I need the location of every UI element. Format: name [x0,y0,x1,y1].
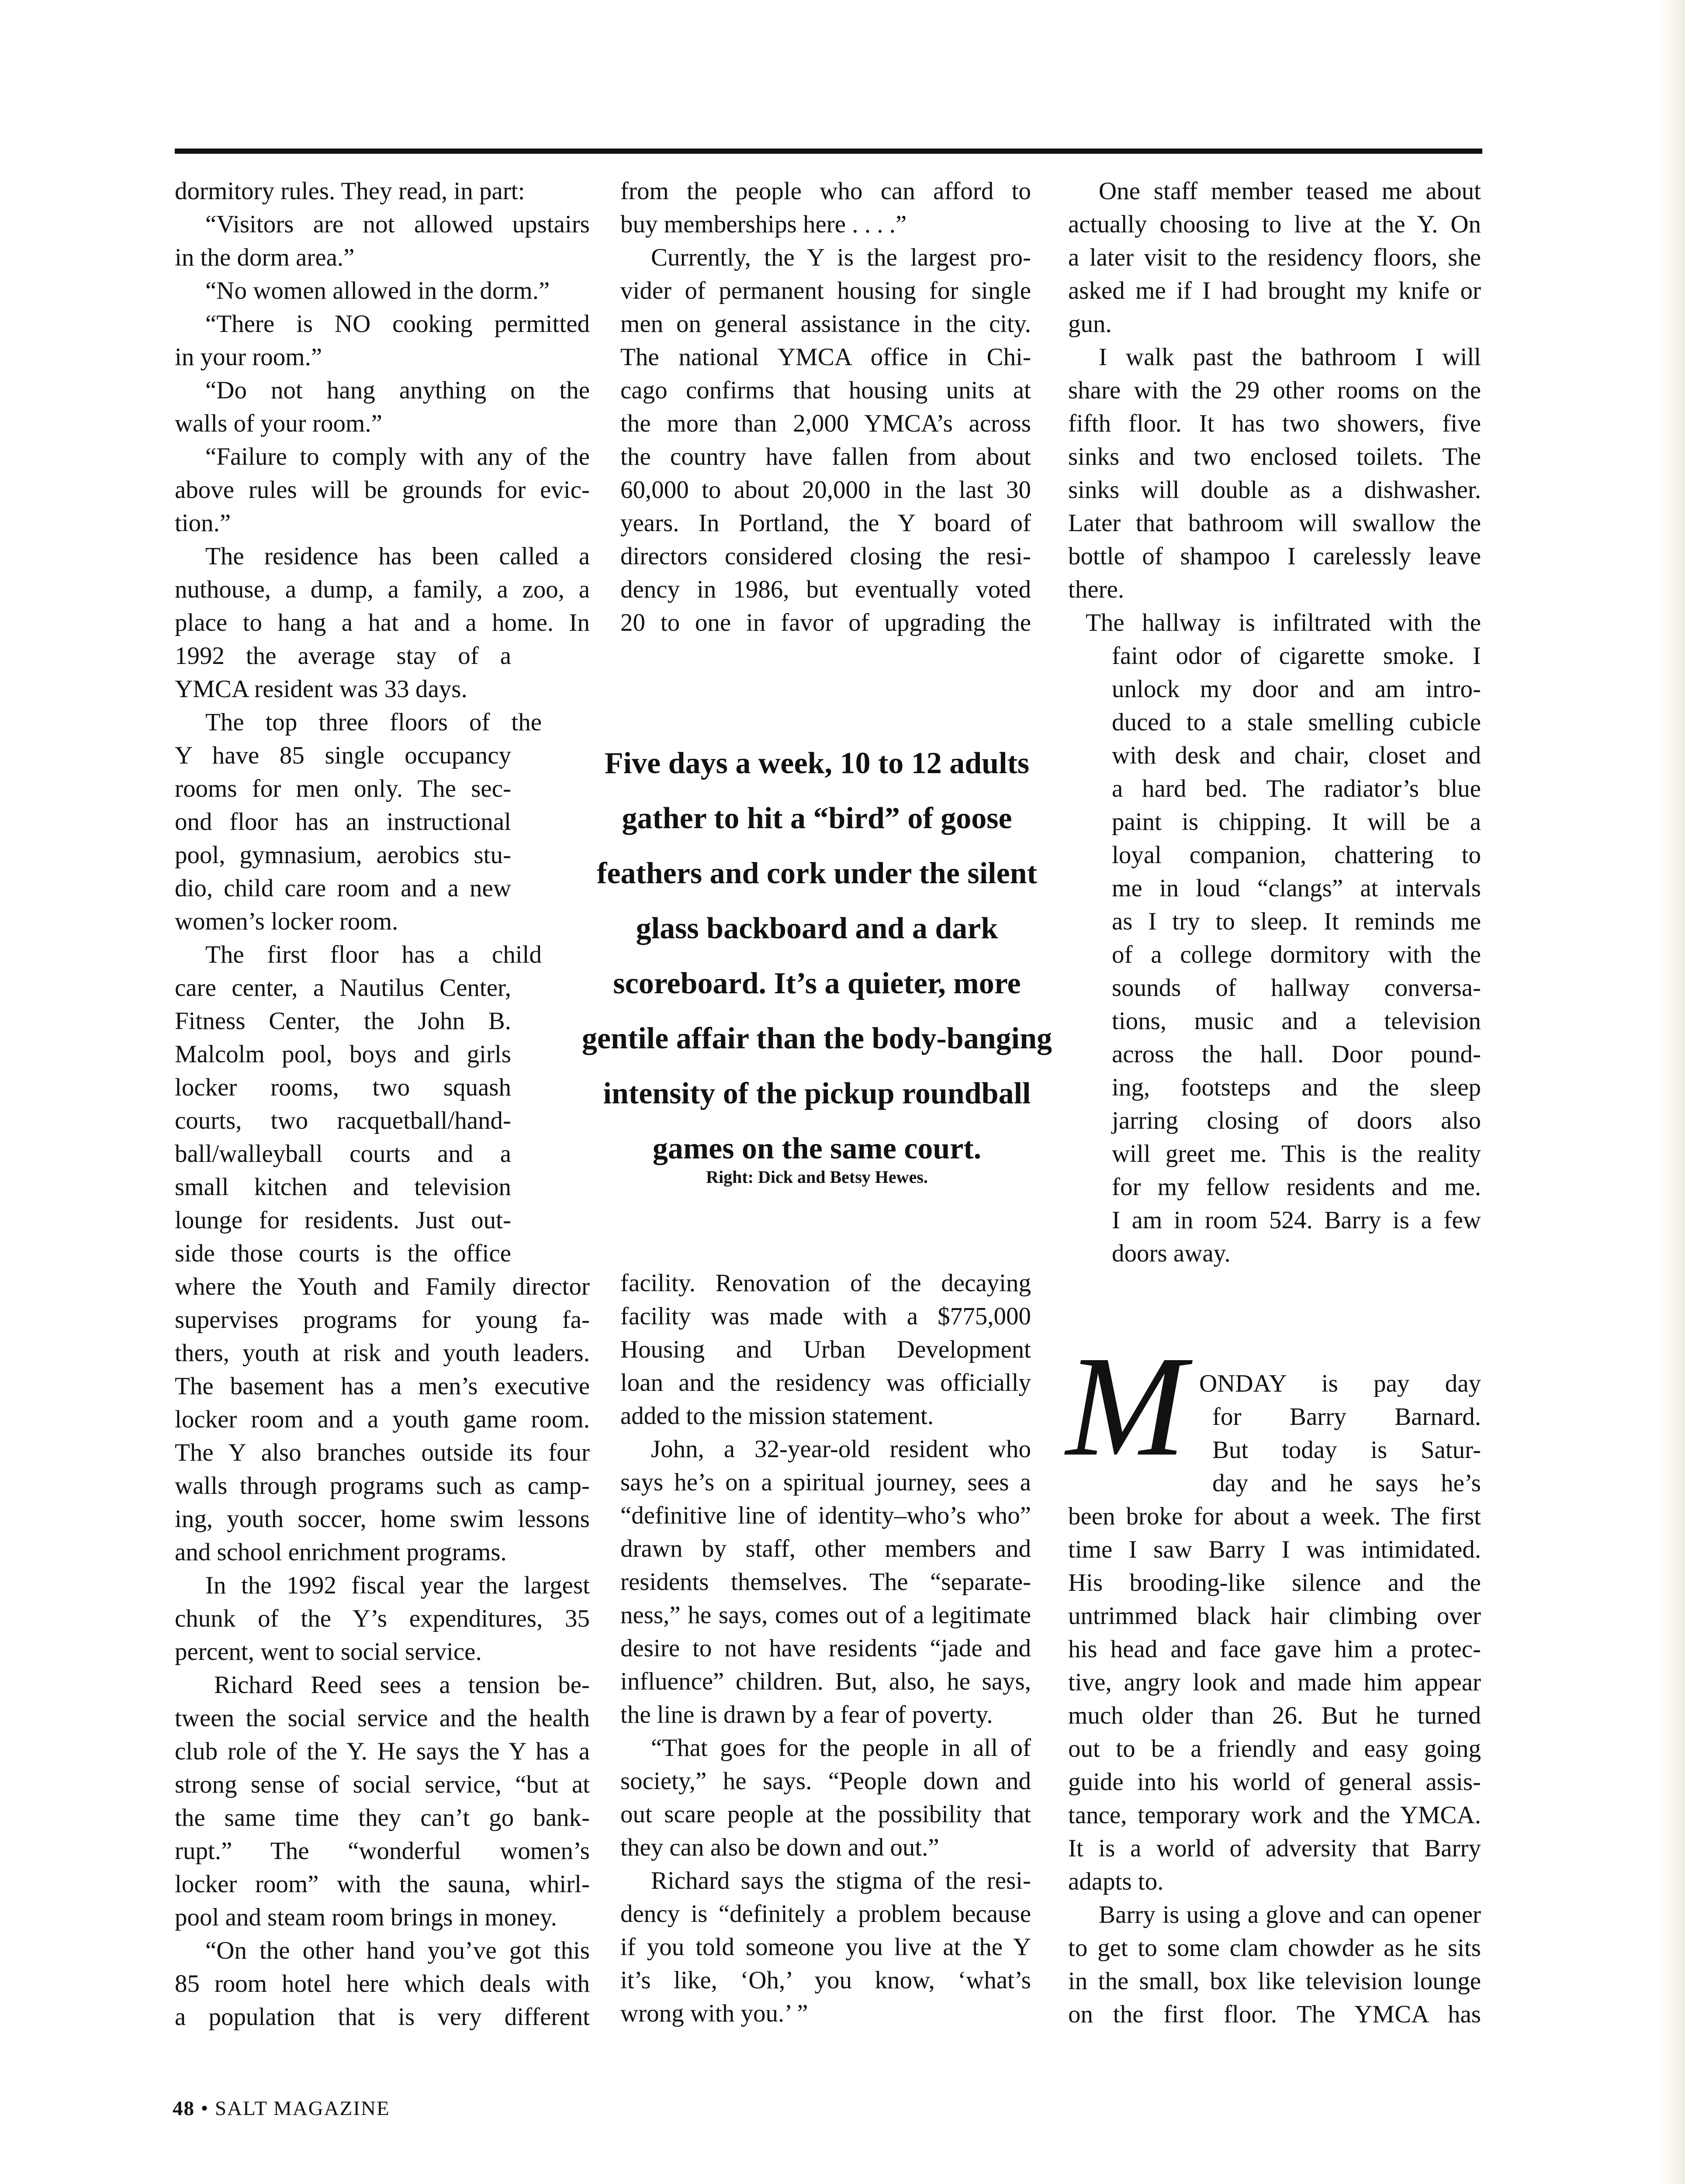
pull-quote-line: gather to hit a “bird” of goose [622,802,1012,835]
text-line: from the people who can afford to [620,177,1031,205]
text-line: desire to not have residents “jade and [620,1635,1031,1662]
text-line: for Barry Barnard. [1212,1403,1481,1431]
text-line: Currently, the Y is the largest pro- [651,244,1031,271]
text-line: Malcolm pool, boys and girls [175,1040,511,1068]
text-line: the more than 2,000 YMCA’s across [620,410,1031,437]
text-line: on the first floor. The YMCA has [1068,2001,1481,2028]
pull-quote [516,736,1118,1176]
text-line: side those courts is the office [175,1240,511,1267]
drop-cap: M [1066,1327,1186,1486]
text-line: The hallway is infiltrated with the [1086,609,1481,636]
text-line: ball/walleyball courts and a [175,1140,511,1168]
text-line: in your room.” [175,343,322,371]
text-line: “definitive line of identity–who’s who” [620,1502,1031,1529]
text-line: small kitchen and television [175,1173,511,1201]
text-line: cago confirms that housing units at [620,377,1031,404]
pull-quote-line: glass backboard and a dark [636,912,998,945]
text-line: The first floor has a child [205,941,542,968]
text-line: for my fellow residents and me. [1112,1173,1481,1201]
text-line: Richard Reed sees a tension be- [214,1671,590,1699]
text-line: drawn by staff, other members and [620,1535,1031,1562]
text-line: “Visitors are not allowed upstairs [205,211,590,238]
text-line: locker room” with the sauna, whirl- [175,1870,590,1898]
text-line: walls of your room.” [175,410,382,437]
text-line: The residence has been called a [205,543,590,570]
text-line: tions, music and a television [1112,1007,1481,1035]
page-number: 48 [173,2097,195,2120]
text-line: buy memberships here . . . .” [620,211,907,238]
text-line: ONDAY is pay day [1199,1370,1481,1397]
text-line: dio, child care room and a new [175,874,511,902]
photo-caption: Right: Dick and Betsy Hewes. [706,1167,928,1187]
text-line: “Do not hang anything on the [205,377,590,404]
pull-quote-line: scoreboard. It’s a quieter, more [613,967,1021,1000]
text-line: dormitory rules. They read, in part: [175,177,525,205]
text-line: sounds of hallway conversa- [1112,974,1481,1002]
text-line: Richard says the stigma of the resi- [651,1867,1031,1894]
text-line: ing, youth soccer, home swim lessons [175,1505,590,1533]
text-line: to get to some clam chowder as he sits [1068,1934,1481,1962]
text-line: says he’s on a spiritual journey, sees a [620,1469,1031,1496]
text-line: chunk of the Y’s expenditures, 35 [175,1605,590,1632]
pull-quote-line: Five days a week, 10 to 12 adults [604,746,1030,780]
pull-quote-line: feathers and cork under the silent [597,857,1037,890]
text-line: there. [1068,576,1124,603]
text-line: across the hall. Door pound- [1112,1040,1481,1068]
text-line: place to hang a hat and a home. In [175,609,590,636]
text-line: loan and the residency was officially [620,1369,1031,1396]
text-line: as I try to sleep. It reminds me [1112,908,1481,935]
text-line: paint is chipping. It will be a [1112,808,1481,836]
text-line: It is a world of adversity that Barry [1068,1835,1481,1862]
text-line: where the Youth and Family director [175,1273,590,1300]
text-line: bottle of shampoo I carelessly leave [1068,543,1481,570]
page-footer [173,2097,390,2120]
text-line: the same time they can’t go bank- [175,1804,590,1832]
text-line: strong sense of social service, “but at [175,1771,590,1798]
text-line: in the small, box like television lounge [1068,1967,1481,1995]
text-line: “Failure to comply with any of the [205,443,590,470]
column-3-top [1068,175,1481,1270]
text-line: day and he says he’s [1212,1469,1481,1497]
text-line: share with the 29 other rooms on the [1068,377,1481,404]
text-line: rupt.” The “wonderful women’s [175,1837,590,1865]
text-line: if you told someone you live at the Y [620,1933,1031,1961]
text-line: untrimmed black hair climbing over [1068,1602,1481,1630]
pull-quote-line: gentile affair than the body-banging [581,1022,1052,1055]
text-line: “On the other hand you’ve got this [205,1937,590,1964]
text-line: men on general assistance in the city. [620,310,1031,338]
text-line: adapts to. [1068,1868,1164,1895]
text-line: guide into his world of general assis- [1068,1768,1481,1796]
text-line: tive, angry look and made him appear [1068,1669,1481,1696]
text-line: courts, two racquetball/hand- [175,1107,511,1134]
text-line: lounge for residents. Just out- [175,1206,511,1234]
text-line: thers, youth at risk and youth leaders. [175,1339,590,1367]
text-line: Fitness Center, the John B. [175,1007,511,1035]
text-line: I am in room 524. Barry is a few [1112,1206,1481,1234]
text-line: The Y also branches outside its four [175,1439,590,1466]
text-line: I walk past the bathroom I will [1099,343,1481,371]
text-line: women’s locker room. [175,908,398,935]
text-line: care center, a Nautilus Center, [175,974,511,1002]
text-line: locker rooms, two squash [175,1074,511,1101]
text-line: vider of permanent housing for single [620,277,1031,304]
text-line: wrong with you.’ ” [620,2000,808,2027]
page-edge-shadow [1659,0,1685,2184]
text-line: out to be a friendly and easy going [1068,1735,1481,1762]
text-line: 60,000 to about 20,000 in the last 30 [620,476,1031,504]
text-line: tion.” [175,509,231,537]
text-line: years. In Portland, the Y board of [620,509,1031,537]
text-line: rooms for men only. The sec- [175,775,511,802]
text-line: facility. Renovation of the decaying [620,1269,1031,1297]
text-line: locker room and a youth game room. [175,1406,590,1433]
text-line: The top three floors of the [205,708,542,736]
text-line: ness,” he says, comes out of a legitimate [620,1601,1031,1629]
text-line: Barry is using a glove and can opener [1099,1901,1481,1928]
text-line: they can also be down and out.” [620,1834,939,1861]
text-line: much older than 26. But he turned [1068,1702,1481,1729]
text-line: asked me if I had brought my knife or [1068,277,1481,304]
text-line: sinks will double as a dishwasher. [1068,476,1481,504]
text-line: tance, temporary work and the YMCA. [1068,1801,1481,1829]
text-line: a population that is very different [175,2003,590,2031]
text-line: it’s like, ‘Oh,’ you know, ‘what’s [620,1966,1031,1994]
text-line: of a college dormitory with the [1112,941,1481,968]
text-line: duced to a stale smelling cubicle [1112,708,1481,736]
text-line: the country have fallen from about [620,443,1031,470]
top-rule [175,149,1482,154]
text-line: his head and face gave him a protec- [1068,1635,1481,1663]
text-line: jarring closing of doors also [1112,1107,1481,1134]
text-line: 1992 the average stay of a [175,642,511,670]
text-line: dency is “definitely a problem because [620,1900,1031,1928]
text-line: “That goes for the people in all of [651,1734,1031,1762]
text-line: “There is NO cooking permitted [205,310,590,338]
text-line: 20 to one in favor of upgrading the [620,609,1031,636]
text-line: out scare people at the possibility that [620,1800,1031,1828]
pull-quote-line: intensity of the pickup roundball [603,1077,1031,1110]
text-line: supervises programs for young fa- [175,1306,590,1334]
text-line: actually choosing to live at the Y. On [1068,211,1481,238]
text-line: the line is drawn by a fear of poverty. [620,1701,993,1728]
text-line: tween the social service and the health [175,1704,590,1732]
text-line: But today is Satur- [1212,1436,1481,1464]
text-line: One staff member teased me about [1099,177,1481,205]
text-line: “No women allowed in the dorm.” [205,277,550,304]
text-line: will greet me. This is the reality [1112,1140,1481,1168]
text-line: In the 1992 fiscal year the largest [205,1572,590,1599]
text-line: ing, footsteps and the sleep [1112,1074,1481,1101]
text-line: fifth floor. It has two showers, five [1068,410,1481,437]
text-line: faint odor of cigarette smoke. I [1112,642,1481,670]
text-line: a hard bed. The radiator’s blue [1112,775,1481,802]
text-line: Housing and Urban Development [620,1336,1031,1363]
text-line: loyal companion, chattering to [1112,841,1481,869]
text-line: nuthouse, a dump, a family, a zoo, a [175,576,590,603]
text-line: a later visit to the residency floors, she [1068,244,1481,271]
text-line: ond floor has an instructional [175,808,511,836]
text-line: been broke for about a week. The first [1068,1503,1481,1530]
text-line: pool, gymnasium, aerobics stu- [175,841,511,869]
text-line: John, a 32-year-old resident who [651,1435,1031,1463]
text-line: The national YMCA office in Chi- [620,343,1031,371]
text-line: Later that bathroom will swallow the [1068,509,1481,537]
text-line: gun. [1068,310,1112,338]
text-line: walls through programs such as camp- [175,1472,590,1500]
text-line: percent, went to social service. [175,1638,482,1666]
text-line: sinks and two enclosed toilets. The [1068,443,1481,470]
text-line: unlock my door and am intro- [1112,675,1481,703]
text-line: me in loud “clangs” at intervals [1112,874,1481,902]
column-3-bottom [1068,1367,1481,2031]
text-line: doors away. [1112,1240,1231,1267]
text-line: residents themselves. The “separate- [620,1568,1031,1596]
text-line: The basement has a men’s executive [175,1372,590,1400]
text-line: society,” he says. “People down and [620,1767,1031,1795]
pull-quote-line: games on the same court. [652,1132,982,1165]
column-2-bottom [620,1267,1031,2030]
text-line: influence” children. But, also, he says, [620,1668,1031,1695]
text-line: pool and steam room brings in money. [175,1904,557,1931]
text-line: facility was made with a $775,000 [620,1303,1031,1330]
text-line: dency in 1986, but eventually voted [620,576,1031,603]
text-line: 85 room hotel here which deals with [175,1970,590,1997]
text-line: and school enrichment programs. [175,1538,507,1566]
publication-name: SALT MAGAZINE [215,2097,390,2120]
text-line: with desk and chair, closet and [1112,742,1481,769]
text-line: directors considered closing the resi- [620,543,1031,570]
text-line: YMCA resident was 33 days. [175,675,467,703]
column-2-top [620,175,1031,639]
text-line: added to the mission statement. [620,1402,934,1430]
text-line: club role of the Y. He says the Y has a [175,1738,590,1765]
text-line: His brooding-like silence and the [1068,1569,1481,1597]
text-line: above rules will be grounds for evic- [175,476,590,504]
text-line: in the dorm area.” [175,244,355,271]
text-line: Y have 85 single occupancy [175,742,511,769]
text-line: time I saw Barry I was intimidated. [1068,1536,1481,1563]
footer-bullet: • [201,2097,209,2120]
